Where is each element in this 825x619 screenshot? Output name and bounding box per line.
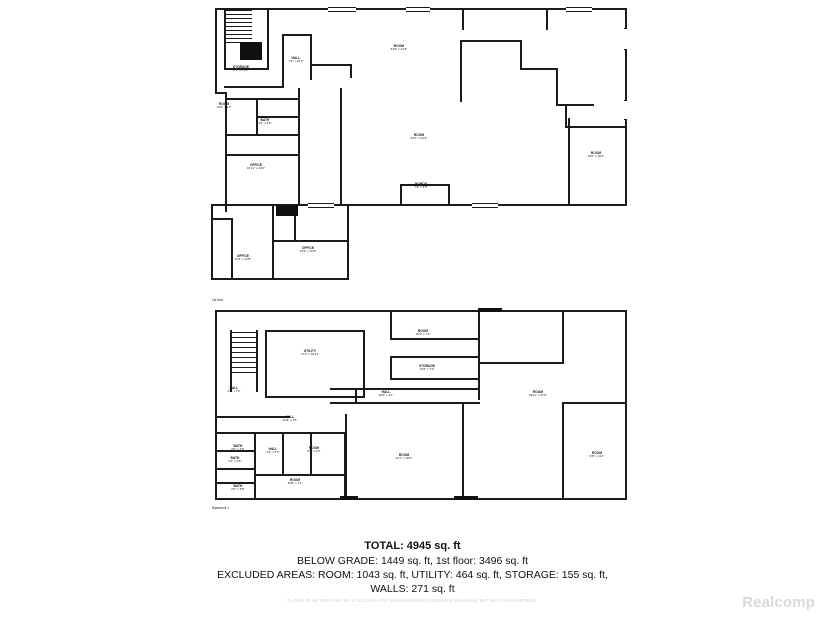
wall <box>272 204 274 280</box>
wall <box>265 330 267 398</box>
room-label <box>235 254 251 262</box>
wall <box>211 278 349 280</box>
floor-tag: 1st floor <box>212 298 224 302</box>
wall-opening <box>340 496 358 500</box>
room-label <box>419 364 435 372</box>
wall <box>215 310 217 500</box>
wall <box>215 310 627 312</box>
room-label <box>283 415 298 423</box>
window <box>566 7 592 12</box>
wall <box>390 310 392 340</box>
wall <box>225 134 300 136</box>
wall <box>215 8 217 94</box>
room-dimensions: 5'6" x 5'3" <box>307 449 321 454</box>
room-name: OFFICE <box>249 163 263 168</box>
room-name: OFFICE <box>301 246 315 251</box>
wall <box>330 402 480 404</box>
wall <box>347 204 349 280</box>
room-name: HALL <box>229 386 239 391</box>
room-dimensions: 11'0" x 16'8" <box>234 257 252 262</box>
wall <box>565 126 627 128</box>
summary-line-2: EXCLUDED AREAS: ROOM: 1043 sq. ft, UTILITY: 464 sq. ft, STORAGE: 155 sq. ft, <box>217 569 608 582</box>
room-label <box>231 444 244 452</box>
room-dimensions: 16'5" x 7'4" <box>415 332 431 337</box>
room-dimensions: 4'2" x 7'4" <box>227 389 241 394</box>
room-label <box>391 44 408 52</box>
wall <box>355 388 357 402</box>
room-label <box>228 456 241 464</box>
wall <box>546 8 548 30</box>
wall <box>282 34 284 88</box>
room-name: ROOM <box>308 446 320 451</box>
wall <box>225 154 300 156</box>
room-dimensions: 4'2" x 5'3" <box>266 450 280 455</box>
wall <box>556 104 594 106</box>
room-name: HALL <box>381 390 391 395</box>
room-label <box>266 447 279 455</box>
room-label <box>411 133 428 141</box>
summary-line-3: WALLS: 271 sq. ft <box>370 583 455 596</box>
room-name: ROOM <box>591 451 603 456</box>
room-name: UTILITY <box>303 349 317 354</box>
room-label <box>529 390 547 398</box>
room-name: ROOM <box>532 390 544 395</box>
wall <box>225 92 227 212</box>
summary-line-1: BELOW GRADE: 1449 sq. ft, 1st floor: 3496 sq. ft <box>296 555 529 567</box>
wall <box>215 416 290 418</box>
room-dimensions: 7'4" x 18'3" <box>288 59 304 64</box>
wall <box>215 468 254 470</box>
wall <box>556 68 558 106</box>
room-name: PORCH <box>415 182 427 187</box>
room-dimensions: 13'6" x 16'8" <box>299 249 317 254</box>
room-label <box>379 390 394 398</box>
wall <box>256 330 258 392</box>
basement-floor-plan <box>210 310 630 515</box>
wall <box>460 40 522 42</box>
wall <box>400 184 402 204</box>
room-dimensions: 22'8" x 3'6" <box>282 418 298 423</box>
room-dimensions: 8'2" x 5'10" <box>233 68 249 73</box>
room-dimensions: 32'11" x 37'8" <box>528 393 548 398</box>
window <box>624 100 627 120</box>
room-name: ROOM <box>398 453 410 458</box>
wall <box>215 498 627 500</box>
wall <box>390 378 480 380</box>
wall <box>350 64 352 78</box>
room-label <box>288 478 303 486</box>
wall <box>272 240 348 242</box>
room-label <box>227 386 240 394</box>
room-dimensions: 27'0" x 18'11" <box>300 352 320 357</box>
room-dimensions: 10'0" x 18'2" <box>587 154 605 159</box>
room-label <box>300 246 317 254</box>
room-label <box>416 329 431 337</box>
wall-opening <box>478 308 502 312</box>
room-name: ROOM <box>218 102 230 107</box>
room-label <box>247 163 265 171</box>
room-name: OFFICE <box>236 254 250 259</box>
disclaimer-text: FLOOR PLAN CREATED BY CUBICASA APP. MEASUREMENTS DEEMED RELIABLE BUT NOT GUARANTEED. <box>287 598 538 603</box>
room-label <box>307 446 320 454</box>
wall <box>254 432 256 498</box>
room-name: HALL <box>285 415 295 420</box>
wall <box>562 402 564 500</box>
area-summary <box>0 540 825 597</box>
wall <box>345 414 347 500</box>
wall <box>390 356 392 380</box>
room-label <box>289 56 304 64</box>
wall <box>265 396 365 398</box>
wall <box>330 388 480 390</box>
wall <box>568 118 570 206</box>
room-dimensions: 64'0" x 22'3" <box>410 136 428 141</box>
wall <box>462 402 464 500</box>
room-label <box>231 484 244 492</box>
wall <box>225 98 300 100</box>
room-dimensions: 16'8" x 7'1" <box>287 481 303 486</box>
room-name: STORAGE <box>418 364 436 369</box>
wall <box>462 8 464 30</box>
wall <box>520 40 522 70</box>
wall <box>565 104 567 128</box>
room-dimensions: 16'0" x 7'3" <box>419 367 435 372</box>
room-dimensions: 24'7" x 18'0" <box>395 456 413 461</box>
window <box>328 7 356 12</box>
staircase <box>226 10 252 42</box>
room-dimensions: 4'2" x 5'9" <box>258 121 272 126</box>
total-area: TOTAL: 4945 sq. ft <box>364 540 461 552</box>
wall <box>625 310 627 500</box>
wall <box>390 338 480 340</box>
room-name: BATH <box>233 484 243 489</box>
first-floor-plan <box>210 8 630 302</box>
wall <box>310 34 312 80</box>
wall <box>340 88 342 206</box>
wall <box>460 40 462 102</box>
room-name: STORAGE <box>232 65 250 70</box>
wall <box>478 310 480 400</box>
window <box>624 28 627 50</box>
wall <box>282 432 284 476</box>
room-label <box>396 453 413 461</box>
room-dimensions: 5'1" x 4'5" <box>228 459 242 464</box>
wall <box>562 310 564 364</box>
wall <box>520 68 558 70</box>
wall <box>478 362 562 364</box>
room-dimensions: 10'11" x 14'2" <box>246 166 266 171</box>
room-label <box>590 451 605 459</box>
room-name: HALL <box>291 56 301 61</box>
room-name: ROOM <box>393 44 405 49</box>
room-name: ROOM <box>417 329 429 334</box>
room-dimensions: 6'5" x 4'5" <box>231 447 245 452</box>
room-label <box>258 118 271 126</box>
room-name: ROOM <box>590 151 602 156</box>
wall-opening <box>454 496 478 500</box>
room-label <box>414 182 427 190</box>
wall <box>215 432 345 434</box>
window <box>308 203 334 208</box>
room-dimensions: 14'0" x 9'2" <box>216 105 232 110</box>
room-label <box>588 151 605 159</box>
wall <box>224 86 284 88</box>
realcomp-watermark: Realcomp <box>742 594 815 611</box>
window <box>406 7 430 12</box>
room-label <box>217 102 232 110</box>
room-dimensions: 9'8" x 14'1" <box>589 454 605 459</box>
wall <box>267 8 269 70</box>
room-dimensions: 64'9" x 21'5" <box>390 47 408 52</box>
room-name: ROOM <box>413 133 425 138</box>
wall <box>448 184 450 204</box>
shaft-block <box>240 42 262 60</box>
window <box>472 203 498 208</box>
room-label <box>233 65 249 73</box>
room-name: BATH <box>233 444 243 449</box>
wall <box>265 330 365 332</box>
wall <box>298 88 300 206</box>
wall <box>310 64 352 66</box>
wall <box>254 474 346 476</box>
room-name: BATH <box>260 118 270 123</box>
room-dimensions: 6'5" x 3'8" <box>231 487 245 492</box>
wall <box>211 218 233 220</box>
room-name: HALL <box>268 447 278 452</box>
wall <box>282 34 312 36</box>
wall <box>231 218 233 278</box>
shaft-block <box>276 206 298 216</box>
room-dimensions: 7'8" x 5'5" <box>414 185 428 190</box>
room-name: BATH <box>230 456 240 461</box>
room-label <box>301 349 319 357</box>
wall <box>390 356 480 358</box>
room-dimensions: 28'6" x 4'1" <box>378 393 394 398</box>
floor-tag: Basement 1 <box>212 506 230 510</box>
wall <box>562 402 626 404</box>
staircase <box>232 332 256 374</box>
room-name: ROOM <box>289 478 301 483</box>
